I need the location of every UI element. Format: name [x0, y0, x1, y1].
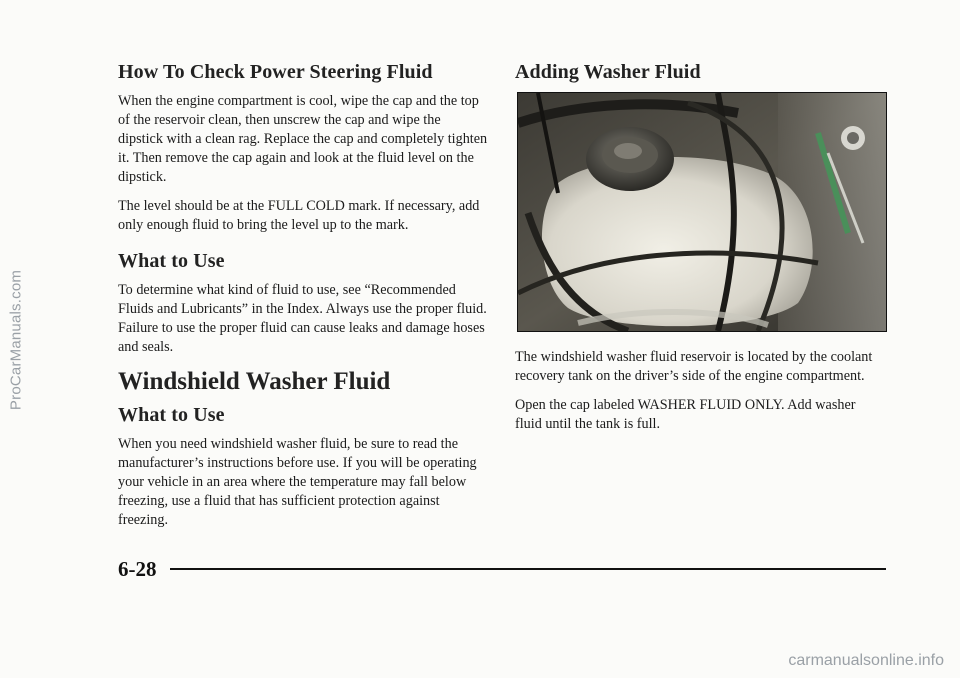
heading-what-to-use-steering: What to Use	[118, 250, 225, 272]
footer-rule	[170, 568, 886, 570]
right-column	[515, 60, 885, 444]
paragraph-open-cap: Open the cap labeled WASHER FLUID ONLY. Add washer fluid until the tank is full.	[515, 397, 856, 432]
washer-reservoir-photo	[517, 92, 887, 332]
side-watermark-text: ProCarManuals.com	[7, 269, 25, 411]
paragraph-check-procedure: When the engine compartment is cool, wipe the cap and the top of the reservoir clean, then unscrew the cap and wipe the dipstick with a clean rag. Replace the cap and completely tighten it. Then remove the cap again and look at the fluid level on the dipstick.	[118, 93, 488, 185]
left-column	[118, 60, 488, 540]
heading-check-power-steering: How To Check Power Steering Fluid	[118, 61, 433, 83]
heading-what-to-use-washer: What to Use	[118, 404, 225, 426]
heading-adding-washer-fluid: Adding Washer Fluid	[515, 61, 701, 83]
paragraph-reservoir-location: The windshield washer fluid reservoir is located by the coolant recovery tank on the driver’s side of the engine compartment.	[515, 349, 873, 384]
page-footer	[118, 557, 886, 581]
section-title-washer-fluid: Windshield Washer Fluid	[118, 368, 391, 395]
bottom-watermark: carmanualsonline.info	[788, 652, 944, 669]
paragraph-steering-fluid-type: To determine what kind of fluid to use, see “Recommended Fluids and Lubricants” in the Index. Always use the proper fluid. Failure to use the proper fluid can cause leaks and damage hoses and seals.	[118, 282, 487, 355]
page-number: 6-28	[118, 557, 157, 581]
paragraph-fluid-level: The level should be at the FULL COLD mark. If necessary, add only enough fluid to bring the level up to the mark.	[118, 198, 480, 233]
paragraph-washer-fluid-type: When you need windshield washer fluid, be sure to read the manufacturer’s instructions before use. If you will be operating your vehicle in an area where the temperature may fall below freezing, use a fluid that has sufficient protection against freezing.	[118, 436, 477, 528]
